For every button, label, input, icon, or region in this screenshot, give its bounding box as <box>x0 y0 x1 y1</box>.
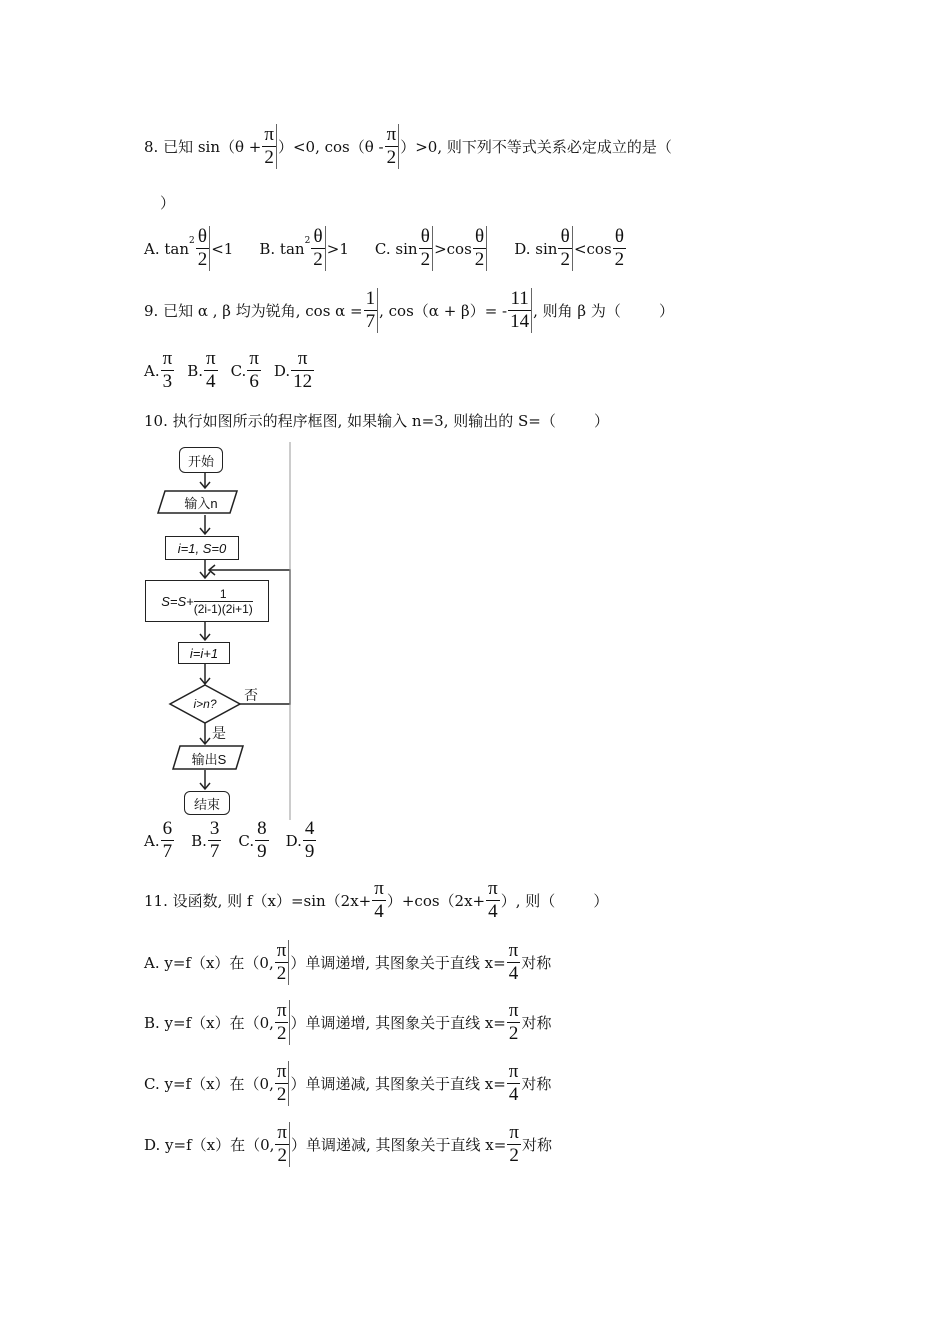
flow-yes-label: 是 <box>212 725 226 741</box>
flow-increment: i=i+1 <box>178 642 230 664</box>
flow-init: i=1, S=0 <box>165 536 239 560</box>
q9-options: A. $\frac{\pi}{3}$ B. $\frac{\pi}{4}$ C. $\frac{\pi}{6}$ D. $\frac{\pi}{12}$ <box>144 348 313 392</box>
q9-option-a: $\frac{\pi}{3}$ <box>162 348 173 392</box>
q11-stem: 11. 设函数, 则 f（x）=sin（2x+ $\frac{\pi}{4}$ ）+cos（2x+ $\frac{\pi}{4}$ ）, 则（ ） <box>144 878 609 922</box>
q9-option-b: $\frac{\pi}{4}$ <box>206 348 216 392</box>
flow-no-label: 否 <box>244 687 258 703</box>
flow-decision: i>n? <box>193 697 217 711</box>
q8-option-d: D. sin $\frac{\theta}{2}$ <cos $\frac{\theta}{2}$ <box>514 226 625 270</box>
q10-stem: 10. 执行如图所示的程序框图, 如果输入 n=3, 则输出的 S=（ ） <box>144 412 609 430</box>
q10-option-d: $\frac{4}{9}$ <box>304 818 315 862</box>
q11-option-b: B. y=f（x）在（0, $\frac{\pi}{2}$ ）单调递增, 其图象关于直线 x= $\frac{\pi}{2}$ 对称 <box>144 1000 552 1044</box>
flow-input: 输入n <box>184 495 218 511</box>
q8-frac-1: $\frac{\pi}{2}$ <box>262 124 277 169</box>
q9-stem: 9. 已知 α , β 均为锐角, cos α = $\frac{1}{7}$ , cos（α + β）= - $\frac{11}{14}$ , 则角 β 为（ ） <box>144 288 674 332</box>
q8-options <box>144 226 627 271</box>
flow-end: 结束 <box>184 791 230 815</box>
q8-option-c: C. sin $\frac{\theta}{2}$ >cos $\frac{\theta}{2}$ <box>375 226 488 271</box>
q10-option-a: $\frac{6}{7}$ <box>162 818 173 862</box>
q9-option-c: $\frac{\pi}{6}$ <box>249 348 259 392</box>
flow-output: 输出S <box>191 751 227 767</box>
flowchart <box>140 442 300 820</box>
q10-option-b: $\frac{3}{7}$ <box>209 818 220 862</box>
flow-start: 开始 <box>179 447 223 473</box>
flow-assign: S=S+ $\frac{1}{(2i-1)(2i+1)}$ <box>145 580 269 622</box>
q8-option-a: A. tan $^2$ $\frac{\theta}{2}$ <1 <box>144 226 234 270</box>
q11-option-a: A. y=f（x）在（0, $\frac{\pi}{2}$ ）单调递增, 其图象关于直线 x= $\frac{\pi}{4}$ 对称 <box>144 940 552 984</box>
q10-options: A. $\frac{6}{7}$ B. $\frac{3}{7}$ C. $\frac{8}{9}$ D. $\frac{4}{9}$ <box>144 818 315 862</box>
q10-option-c: $\frac{8}{9}$ <box>257 818 267 862</box>
q8-stem: 8. 已知 sin（θ + $\frac{\pi}{2}$ ）<0, cos（θ - $\frac{\pi}{2}$ ）>0, 则下列不等式关系必定成立的是（ <box>144 124 672 168</box>
q8-option-b: B. tan $^2$ $\frac{\theta}{2}$ >1 <box>259 226 349 270</box>
q8-close: ） <box>160 194 176 212</box>
q8-frac-2: $\frac{\pi}{2}$ <box>385 124 400 169</box>
q9-option-d: $\frac{\pi}{12}$ <box>293 348 313 392</box>
q11-option-c: C. y=f（x）在（0, $\frac{\pi}{2}$ ）单调递减, 其图象关于直线 x= $\frac{\pi}{4}$ 对称 <box>144 1061 552 1105</box>
q11-option-d: D. y=f（x）在（0, $\frac{\pi}{2}$ ）单调递减, 其图象关于直线 x= $\frac{\pi}{2}$ 对称 <box>144 1122 552 1166</box>
